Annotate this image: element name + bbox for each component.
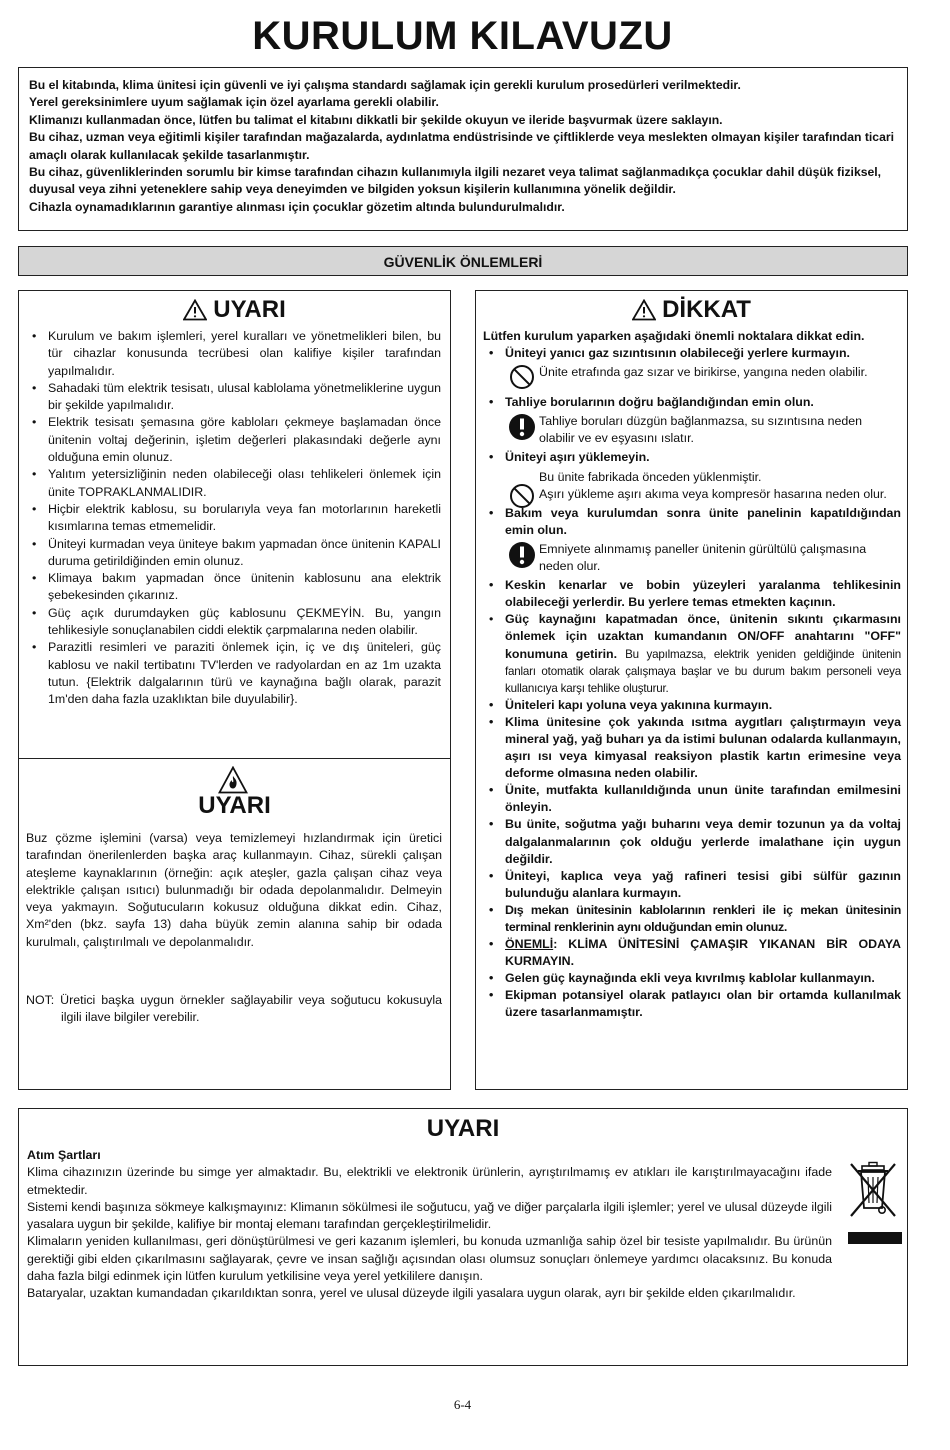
dikkat-list [483,345,901,1021]
dikkat-content [483,328,901,1022]
disposal-paragraph: Sistemi kendi başınıza sökmeye kalkışmayınız: Klimanın sökülmesi ile soğutucu, yağ ve diğer parçalarla ilgili işlemler; yerel ve ulusal düzeyde ilgili yasalara uygun bir şekilde, kalifiye bir montaj elemanı tarafından gerçekleştirilmelidir. [27,1199,832,1232]
flammable-warning-icon [218,766,248,794]
sub-note [505,541,901,575]
page-number: 6-4 [453,1397,472,1412]
intro-line: Cihazla oynamadıklarının garantiye alınması için çocuklar gözetim altında bulundurulmalıdır. [29,199,565,214]
uyari-list [26,328,441,709]
uyari-heading [18,296,451,324]
list-item: • Üniteleri kapı yoluna veya yakınına kurmayın. [483,697,901,714]
mandatory-icon [508,541,536,569]
sub-text: Emniyete alınmamış paneller ünitenin gürültülü çalışmasına neden olur. [539,541,867,574]
list-item: • Keskin kenarlar ve bobin yüzeyleri yaralanma tehlikesinin olabileceği yerlerdir. Bu yerlere temas etmekten kaçının. [483,577,901,611]
crossed-bin-icon [845,1160,905,1246]
list-item: • Parazitli resimleri ve paraziti önlemek için, iç ve dış üniteleri, güç kablosu ve nakil tertibatını TV'lerden ve radyolardan en az 1m uzakta tutun. {Elektrik dalgalarının türü ve kaynağına bağlı olarak, parazit 1m'den daha fazla uzaklıktan bile duyulabilir}. [26,639,441,708]
disposal-paragraph: Klimaların yeniden kullanılması, geri dönüştürülmesi ve geri kazanım işlemleri, bu konuda uzmanlığa sahip özel bir tesiste yapılmalıdır. Bu ürünün gerektiği gibi elden çıkarılmasını sağlayarak, çevre ve insan sağlığı açısından olası olumsuz sonuçları önlemeye yardımcı olacaksınız. Bu konuda daha fazla bilgi edinmek için lütfen kurulum yetkilisine veya yerel yetkililere danışın. [27,1234,832,1284]
list-item: • Güç açık durumdayken güç kablosunu ÇEKMEYİN. Bu, yangın tehlikesiyle sonuçlanabilen ciddi elektik çarpmalarına neden olabilir. [26,605,441,640]
list-item [483,505,901,575]
disposal-heading: Atım Şartları [27,1148,101,1162]
list-item [483,345,901,392]
list-item: • Klima ünitesine çok yakında ısıtma aygıtları çalıştırmayın veya mineral yağ, yağ buharı ya da istimi bulunan odalarda kullanmayın, aşırı ısı veya kimyasal reaksiyon plastik kartın erimesine veya deforme olmasına neden olabilir. [483,714,901,782]
item-text: Üniteyi aşırı yüklemeyin. [505,450,650,465]
important-label: ÖNEMLİ [505,937,554,952]
uyari2-title: UYARI [198,792,271,819]
list-item: • Kurulum ve bakım işlemleri, yerel kuralları ve yönetmelikleri bilen, bu tür cihazlar konusunda tecrübesi olan kalifiye kişiler tarafından yapılmalıdır. [26,328,441,380]
list-item: • Üniteyi kurmadan veya üniteye bakım yapmadan önce ünitenin KAPALI duruma getirildiğinden emin olunuz. [26,536,441,571]
item-text: Bakım veya kurulumdan sonra ünite panelinin kapatıldığından emin olun. [505,505,901,537]
list-item: • Hiçbir elektrik kablosu, su borularıyla veya fan motorlarının hareketli kısımlarına temas etmemelidir. [26,501,441,536]
sub-text: Tahliye boruları düzgün bağlanmazsa, su sızıntısına neden olabilir ve ev eşyasını ıslatır. [539,414,863,446]
sub-line: Aşırı yükleme aşırı akıma veya kompresör hasarına neden olur. [539,486,887,501]
disposal-paragraph: Klima cihazınızın üzerinde bu simge yer almaktadır. Bu, elektrikli ve elektronik ürünlerin, ayrıştırılmamış ev atıkları ile karıştırılmayacağını ifade etmektedir. [27,1165,832,1197]
uyari-title: UYARI [213,296,286,323]
list-item: • Üniteyi, kaplıca veya yağ rafineri tesisi gibi sülfür gazının bulunduğu alanlara kurmayın. [483,868,901,902]
uyari2-note: NOT: Üretici başka uygun örnekler sağlayabilir veya soğutucu kokusuyla ilgili ilave bilgiler verebilir. [26,993,442,1025]
list-item: • Klimaya bakım yapmadan önce ünitenin kablosunu ana elektrik şebekesinden çıkarınız. [26,570,441,605]
disposal-title: UYARI [426,1115,500,1142]
intro-line: Bu cihaz, uzman veya eğitimli kişiler tarafından mağazalarda, aydınlatma endüstrisinde ve çiftliklerde veya meslekten olmayan kişiler tarafından ticari amaçlı olarak kullanılacak şekilde tasarlanmıştır. [29,130,894,162]
intro-line: Bu cihaz, güvenliklerinden sorumlu bir kimse tarafından cihazın kullanımıyla ilgili nezaret veya talimat sağlanmadıkça çocuklar dahil düşük fiziksel, duyusal veya zihni yeteneklere sahip veya deneyimden ve bilgiden yoksun kişilerin kullanımına yönelik değildir. [29,165,882,197]
list-item: • Yalıtım yetersizliğinin neden olabileceği olası tehlikeleri önlemek için ünite TOPRAKLANMALIDIR. [26,466,441,501]
page-title: KURULUM KILAVUZU [252,14,673,58]
intro-line: Klimanızı kullanmadan önce, lütfen bu talimat el kitabını dikkatli bir şekilde okuyun ve ileride başvurmak üzere saklayın. [29,112,723,127]
sub-note [505,413,901,447]
dikkat-intro: Lütfen kurulum yaparken aşağıdaki önemli noktalara dikkat edin. [483,329,865,343]
item-text: Tahliye borularının doğru bağlandığından emin olun. [505,395,814,410]
disposal-paragraph: Bataryalar, uzaktan kumandadan çıkarıldıktan sonra, yerel ve ulusal düzeyde ilgili yasalara uygun olarak, ayrı bir şekilde elden çıkarılmalıdır. [27,1286,796,1301]
sub-line: Bu ünite fabrikada önceden yüklenmiştir. [539,469,762,484]
warning-triangle-icon [183,299,207,321]
list-item [483,611,901,696]
list-item [483,394,901,447]
list-item: • Bu ünite, soğutma yağı buharını veya demir tozunun ya da voltaj dalgalanmalarının çok olduğu yerlerde imalathane için uygun değildir. [483,816,901,867]
list-item: • Ünite, mutfakta kullanıldığında unun ünite tarafından emilmesini önleyin. [483,782,901,816]
sub-note [505,469,901,503]
intro-line: Yerel gereksinimlere uyum sağlamak için özel ayarlama gerekli olabilir. [29,95,439,110]
warning-triangle-icon [632,299,656,321]
list-item: • Ekipman potansiyel olarak patlayıcı olan bir ortamda kullanılmak üzere tasarlanmamıştır. [483,987,901,1021]
intro-box [18,67,908,231]
list-item: • Dış mekan ünitesinin kablolarının renkleri ile iç mekan ünitesinin terminal renklerinin aynı olduğundan emin olunuz. [483,902,901,936]
item-normal: Bu yapılmazsa, elektrik yeniden geldiğinde ünitenin fanları otomatik olarak çalışmaya başlar ve bu durum bakım personeli veya kullanıcıya karşı tehlike oluşturur. [505,647,901,695]
item-text: : KLİMA ÜNİTESİNİ ÇAMAŞIR YIKANAN BİR ODAYA KURMAYIN. [505,937,901,969]
uyari2-paragraph: Buz çözme işlemini (varsa) veya temizlemeyi hızlandırmak için üretici tarafından önerilenlerden başka araç kullanmayın. Cihaz, sürekli çalışan ateşleme kaynaklarının (örneğin: açık ateşler, gazla çalışan cihaz veya elektrikle çalışan ısıtıcı) bulunmadığı bir odada depolanmalıdır. Delmeyin veya yakmayın. Soğutucuların kokusuz olduğuna dikkat edin. Cihaz, Xm²'den (bkz. sayfa 13) daha büyük zemin alanına sahip bir odada kurulmalı, çalıştırılmalı ve depolanmalıdır. [26,831,442,949]
list-item: • Gelen güç kaynağında ekli veya kıvrılmış kablolar kullanmayın. [483,970,901,987]
panel-divider [18,758,451,759]
uyari2-body [26,830,442,951]
item-text: Üniteyi yanıcı gaz sızıntısının olabileceği yerlere kurmayın. [505,346,850,361]
intro-line: Bu el kitabında, klima ünitesi için güvenli ve iyi çalışma standardı sağlamak için gerekli kurulum prosedürleri verilmektedir. [29,78,741,92]
mandatory-icon [508,413,536,441]
sub-note [505,364,901,392]
list-item: • Elektrik tesisatı şemasına göre kabloları çekmeye başlamadan önce ünitenin voltaj değerinin, işletim değerleri plakasındaki değerle aynı olduğuna emin olunuz. [26,414,441,466]
item-bold: Güç kaynağını kapatmadan önce, ünitenin sıkıntı çıkarmasını önlemek için uzaktan kumandanın ON/OFF anahtarını "OFF" konumuna getirin. [505,612,901,661]
list-item [483,449,901,502]
list-item [483,936,901,970]
dikkat-title: DİKKAT [662,296,751,323]
list-item: • Sahadaki tüm elektrik tesisatı, ulusal kablolama yönetmeliklerine uygun bir şekilde yapılmalıdır. [26,380,441,415]
prohibited-icon [509,364,535,390]
sub-text: Ünite etrafında gaz sızar ve birikirse, yangına neden olabilir. [539,365,868,380]
sub-text [539,469,901,503]
safety-header: GÜVENLİK ÖNLEMLERİ [18,246,908,276]
dikkat-heading [475,296,908,324]
disposal-text [27,1147,832,1303]
